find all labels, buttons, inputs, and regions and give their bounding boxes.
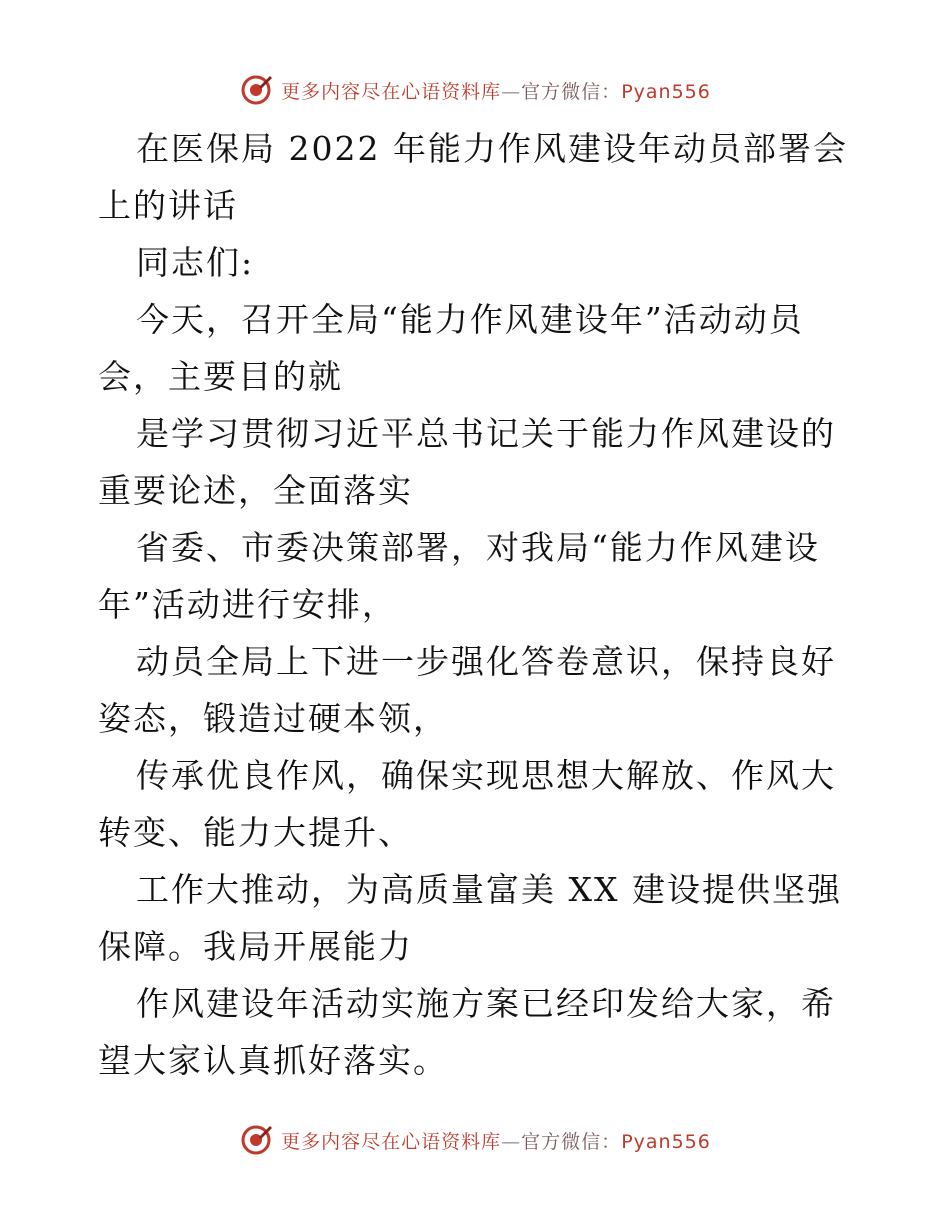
- watermark-site-text: 更多内容尽在心语资料库: [281, 1130, 502, 1153]
- watermark-text: [281, 77, 711, 104]
- watermark-wechat-label: 官方微信：: [521, 80, 622, 103]
- document-body: [98, 120, 858, 1089]
- paragraph: 今天，召开全局“能力作风建设年”活动动员会，主要目的就: [98, 300, 804, 396]
- paragraph: 作风建设年活动实施方案已经印发给大家，希望大家认真抓好落实。: [98, 984, 836, 1080]
- pen-circle-logo-icon: [239, 73, 273, 107]
- salutation: 同志们:: [136, 243, 255, 282]
- paragraph: 工作大推动，为高质量富美 XX 建设提供坚强保障。我局开展能力: [98, 870, 842, 966]
- document-title: 在医保局 2022 年能力作风建设年动员部署会上的讲话: [98, 129, 848, 225]
- watermark-separator: —: [501, 80, 522, 103]
- watermark-wechat-label: 官方微信：: [521, 1130, 622, 1153]
- pen-circle-logo-icon: [239, 1123, 273, 1157]
- header-watermark: [0, 70, 950, 110]
- footer-watermark: [0, 1120, 950, 1160]
- paragraph: 是学习贯彻习近平总书记关于能力作风建设的重要论述，全面落实: [98, 414, 836, 510]
- watermark-wechat-id: Pyan556: [621, 80, 711, 103]
- watermark-wechat-id: Pyan556: [621, 1130, 711, 1153]
- watermark-text: [281, 1127, 711, 1154]
- watermark-site-text: 更多内容尽在心语资料库: [281, 80, 502, 103]
- paragraph: 动员全局上下进一步强化答卷意识，保持良好姿态，锻造过硬本领，: [98, 642, 836, 738]
- watermark-separator: —: [501, 1130, 522, 1153]
- paragraph: 省委、市委决策部署，对我局“能力作风建设年”活动进行安排，: [98, 528, 820, 624]
- paragraph: 传承优良作风，确保实现思想大解放、作风大转变、能力大提升、: [98, 756, 836, 852]
